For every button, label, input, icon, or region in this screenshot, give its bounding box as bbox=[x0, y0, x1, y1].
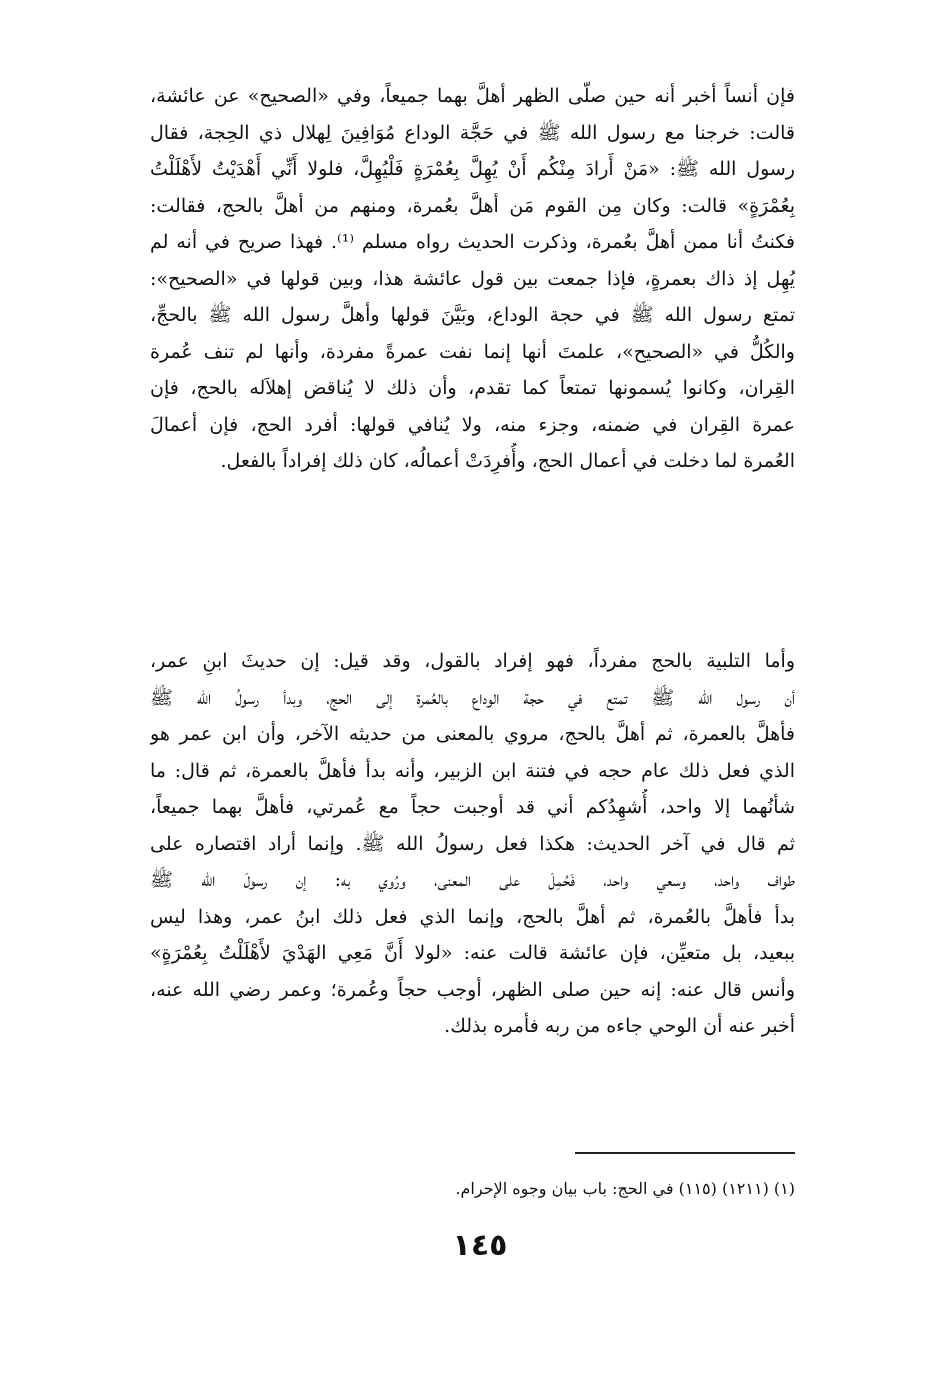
paragraph-2 bbox=[150, 643, 795, 1045]
paragraph-1 bbox=[150, 78, 795, 480]
text-line: رسول الله ﷺ: «مَنْ أَرادَ مِنْكُم أَنْ يُهِلَّ بِعُمْرَةٍ فَلْيُهِلَّ، فلولا أَنِّي أَهْدَيْتُ لأَهْلَلْتُ bbox=[150, 158, 795, 180]
text-line: أن رسول الله ﷺ تمتع في حجة الوداع بالعُمرة إلى الحج، وبدأ رسولُ الله ﷺ bbox=[150, 686, 795, 709]
text-line: شأنُهما إلا واحد، أُشهِدُكم أني قد أوجبت حجاً مع عُمرتي، فأهلَّ بهما جميعاً، bbox=[150, 796, 795, 818]
text-line: فأهلَّ بالعمرة، ثم أهلَّ بالحج، مروي بالمعنى من حديثه الآخر، وأن ابن عمر هو bbox=[150, 723, 795, 745]
text-line: والكُلُّ في «الصحيح»، علمتَ أنها إنما نفت عمرةً مفردة، وأنها لم تنف عُمرة bbox=[150, 340, 795, 363]
text-line: أخبر عنه أن الوحي جاءه من ربه فأمره بذلك. bbox=[444, 1015, 795, 1037]
footnote: (١) (١٢١١) (١١٥) في الحج: باب بيان وجوه الإحرام. bbox=[455, 1179, 795, 1198]
text-line: عمرة القِران في ضمنه، وجزء منه، ولا يُنافي قولها: أفرد الحج، فإن أعمالَ bbox=[150, 413, 795, 436]
text-line: يُهِل إذ ذاك بعمرةٍ، فإذا جمعت بين قول عائشة هذا، وبين قولها في «الصحيح»: bbox=[150, 267, 795, 290]
text-line: وأنس قال عنه: إنه حين صلى الظهر، أوجب حجاً وعُمرة؛ وعمر رضي الله عنه، bbox=[150, 978, 795, 1001]
text-line: الذي فعل ذلك عام حجه في فتنة ابن الزبير، وأنه بدأ فأهلَّ بالعمرة، ثم قال: ما bbox=[150, 759, 795, 782]
text-line: قالت: خرجنا مع رسول الله ﷺ في حَجَّة الوداع مُوَافِينَ لِهلال ذي الحِجة، فقال bbox=[150, 121, 795, 144]
text-line: القِران، وكانوا يُسمونها تمتعاً كما تقدم، وأن ذلك لا يُناقض إهلاَله بالحج، فإن bbox=[150, 377, 795, 399]
footnote-divider bbox=[575, 1152, 795, 1154]
text-line: ببعيد، بل متعيِّن، فإن عائشة قالت عنه: «لولا أَنَّ مَعِي الهَدْيَ لأَهْلَلْتُ بِعُمْرَةٍ» bbox=[150, 942, 795, 964]
text-line: ثم قال في آخر الحديث: هكذا فعل رسولُ الله ﷺ. وإنما أراد اقتصاره على bbox=[150, 832, 795, 855]
text-line: وأما التلبية بالحج مفرداً، فهو إفراد بالقول، وقد قيل: إن حديثَ ابنِ عمر، bbox=[150, 650, 795, 672]
text-line: فكنتُ أنا ممن أهلَّ بعُمرة، وذكرت الحديث رواه مسلم ⁽¹⁾. فهذا صريح في أنه لم bbox=[150, 231, 795, 253]
text-line: بدأ فأهلَّ بالعُمرة، ثم أهلَّ بالحج، وإنما الذي فعل ذلك ابنُ عمر، وهذا ليس bbox=[150, 905, 795, 928]
text-line: بِعُمْرَةٍ» قالت: وكان مِن القوم مَن أهلَّ بعُمرة، ومنهم من أهلَّ بالحج، فقالت: bbox=[150, 194, 795, 217]
text-line: العُمرة لما دخلت في أعمال الحج، وأُفرِدَتْ أعمالُه، كان ذلك إفراداً بالفعل. bbox=[220, 450, 795, 472]
text-line: فإن أنساً أخبر أنه حين صلّى الظهر أهلَّ بهما جميعاً، وفي «الصحيح» عن عائشة، bbox=[150, 85, 795, 107]
text-line: طواف واحد، وسعي واحد، فَحُمِلَ على المعنى، ورُوي به: إن رسولَ الله ﷺ bbox=[150, 869, 795, 891]
page-number: ١٤٥ bbox=[452, 1228, 508, 1263]
text-line: تمتع رسول الله ﷺ في حجة الوداع، وبَيَّنَ قولها وأهلَّ رسول الله ﷺ بالحجِّ، bbox=[150, 304, 795, 326]
